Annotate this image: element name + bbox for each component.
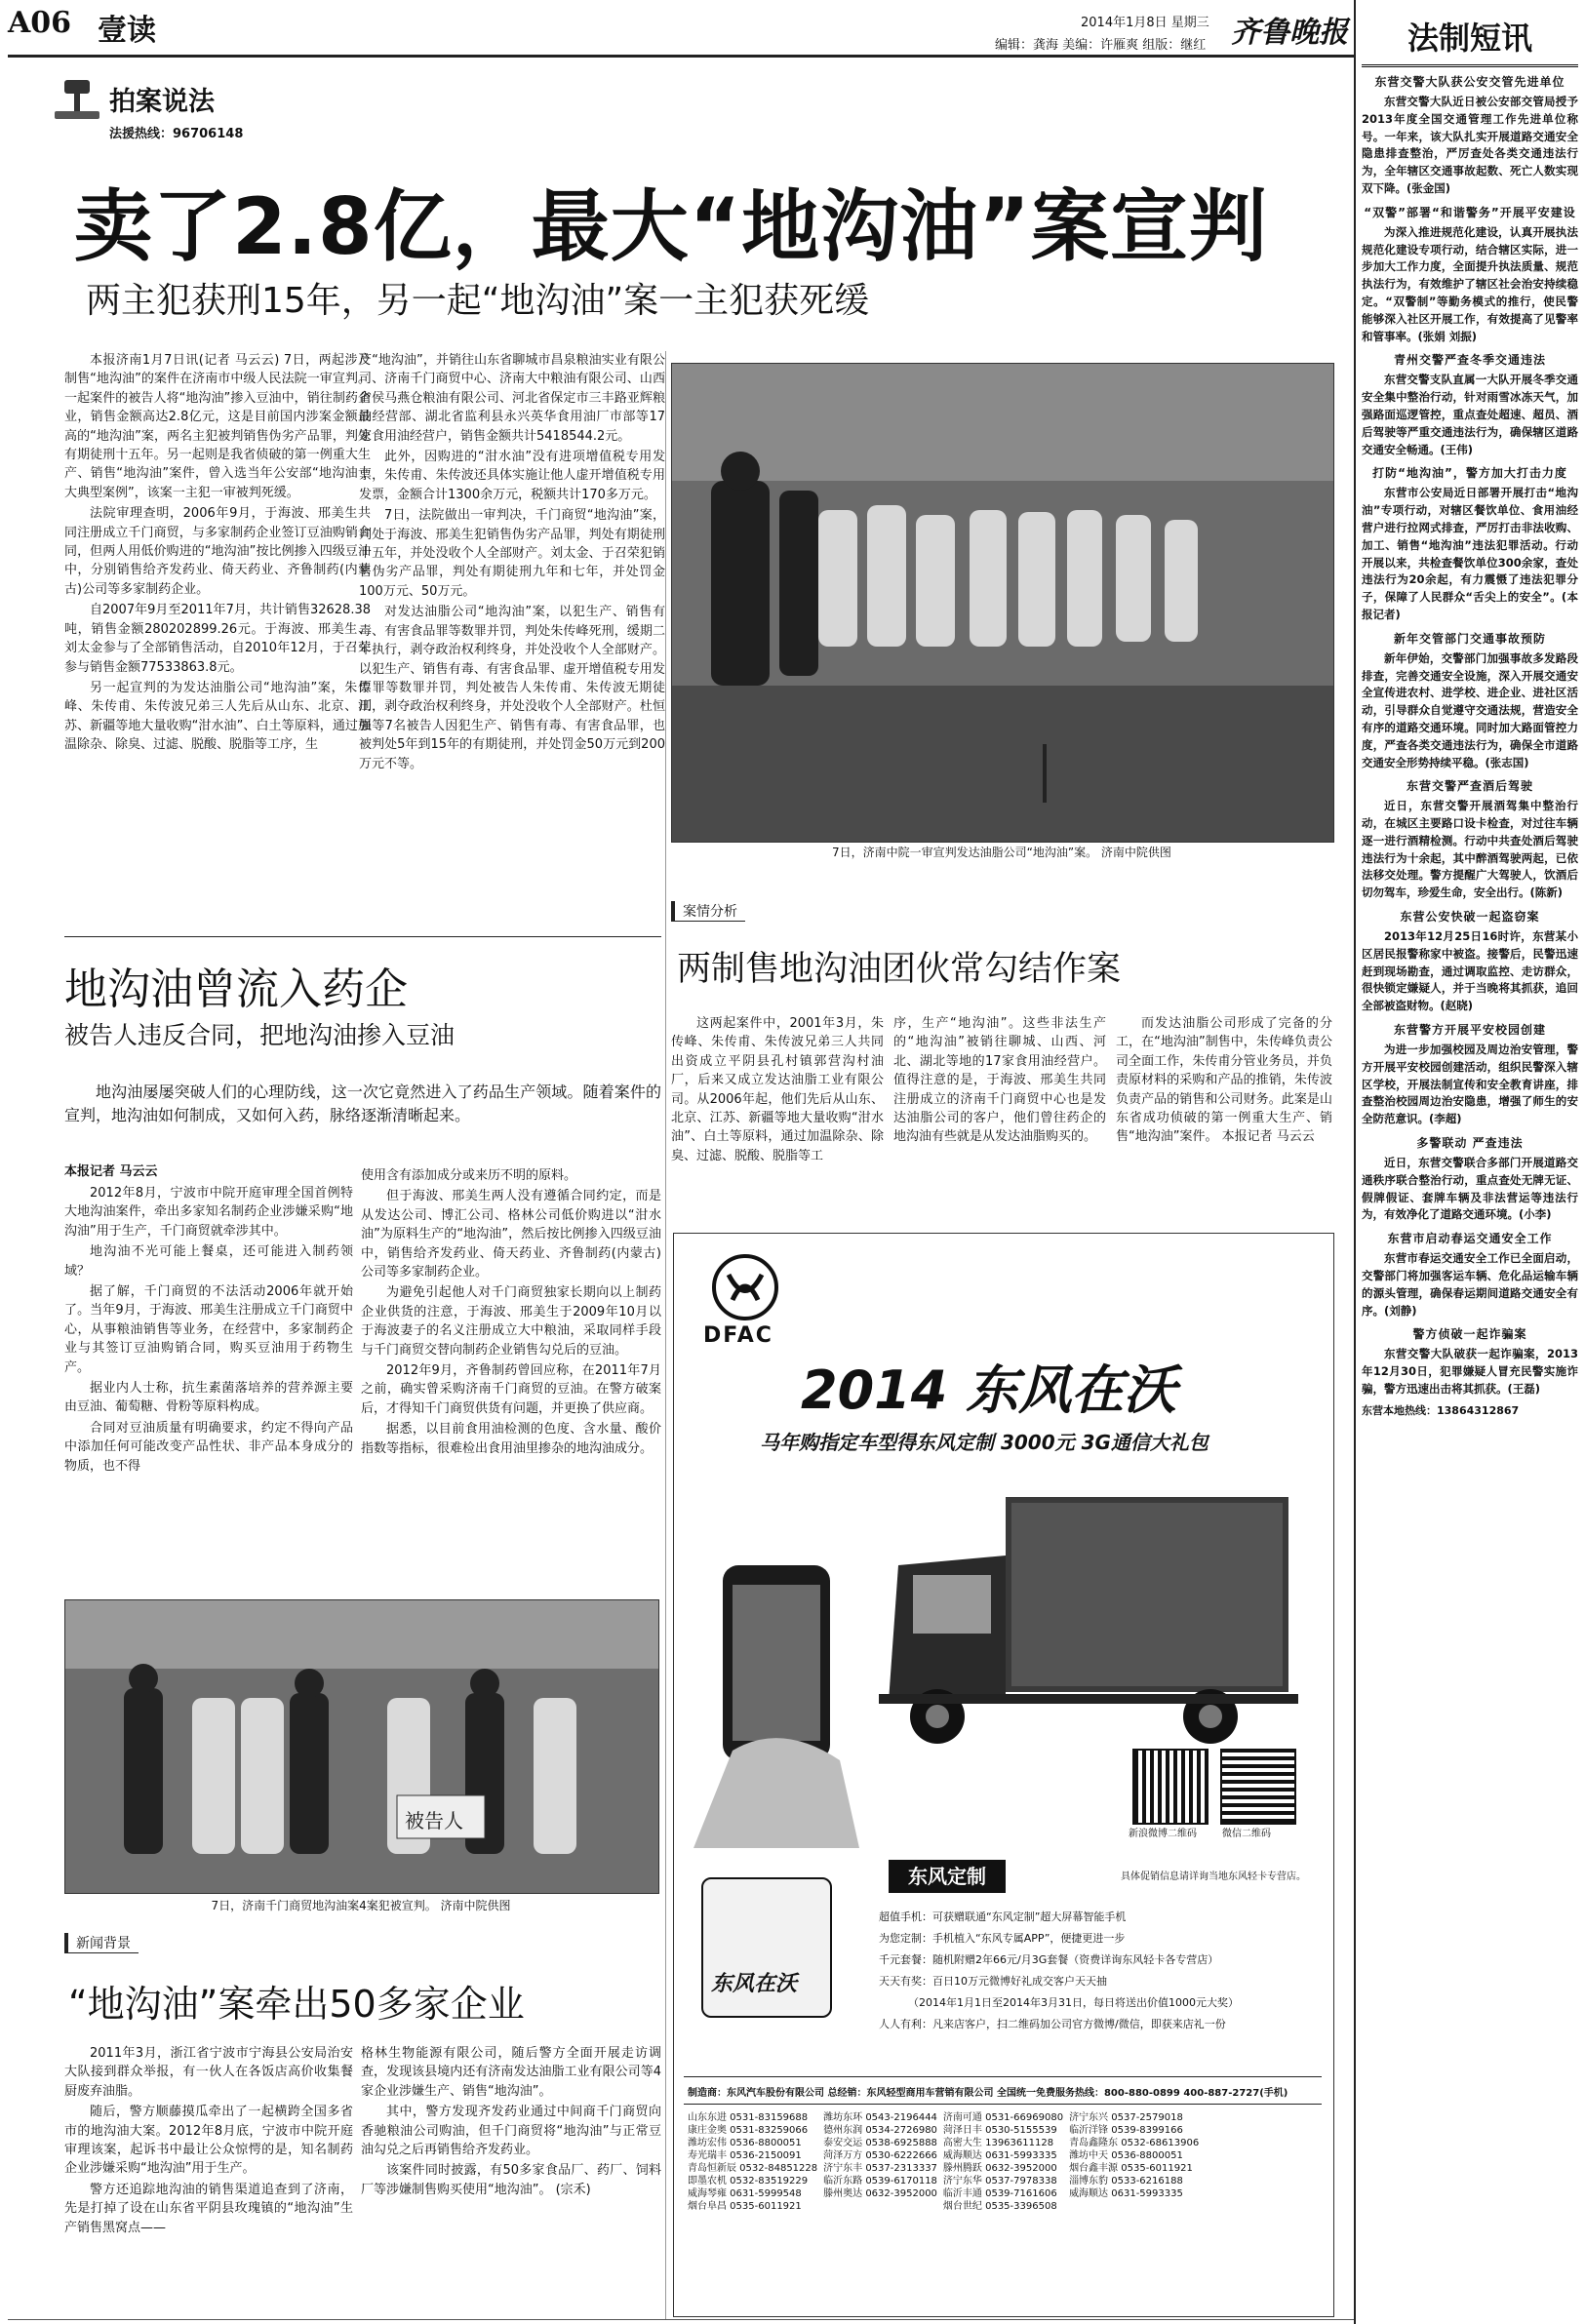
dealer-directory	[688, 2111, 1322, 2213]
sidebar	[1362, 14, 1578, 2315]
story2-headline: 地沟油曾流入药企	[64, 965, 408, 1014]
court-photo-main	[671, 363, 1334, 843]
analysis-col1	[671, 1014, 884, 1209]
phone-in-hand-illustration	[693, 1556, 859, 1848]
dealer-cell: 菏泽万方 0530-6222666	[823, 2150, 937, 2161]
ad-note: 具体促销信息请详询当地东风轻卡专营店。	[1121, 1871, 1306, 1882]
brief-title: “双警”部署“和谐警务”开展平安建设	[1364, 205, 1576, 219]
lead-paragraph: 地沟油屡屡突破人们的心理防线，这一次它竟然进入了药品生产领域。随着案件的宣判，地沟油如何制成，又如何入药，脉络逐渐清晰起来。	[64, 1083, 661, 1124]
ad-offer-line: 为您定制：手机植入“东风专属APP”，便捷更进一步	[879, 1932, 1126, 1945]
dealer-cell: 滕州奥达 0632-3952000	[823, 2188, 937, 2199]
paragraph: 序，生产“地沟油”。这些非法生产的“地沟油”被销往聊城、山西、河北、湖北等地的17家食用油经营户。值得注意的是，于海波、邢美生共同注册成立的济南千门商贸中心也是发达油脂公司的客户，他们曾往药企的地沟油有些就是从发达油脂购买的。	[893, 1016, 1106, 1145]
analysis-tag-label: 案情分析	[671, 901, 745, 922]
story2-col1	[64, 1184, 353, 1580]
story2-col2	[361, 1166, 661, 1580]
hotline: 法援热线：96706148	[109, 127, 244, 141]
story3-headline: “地沟油”案牵出50多家企业	[68, 1983, 525, 2026]
brief-title: 青州交警严查冬季交通违法	[1393, 353, 1546, 368]
column-rule	[665, 351, 666, 2319]
dealer-cell: 滕州腾跃 0632-3952000	[942, 2163, 1057, 2174]
dealer-cell: 烟台世纪 0535-3396508	[942, 2201, 1057, 2212]
ad-offer-line: （2014年1月1日至2014年3月31日，每日将送出价值1000元大奖）	[908, 1996, 1239, 2009]
dealer-cell: 济南可通 0531-66969080	[942, 2112, 1064, 2123]
ad-offer-line: 超值手机：可获赠联通“东风定制”超大屏幕智能手机	[879, 1910, 1127, 1923]
ad-badge: 东风定制	[889, 1860, 1006, 1893]
paragraph: 合同对豆油质量有明确要求，约定不得向产品中添加任何可能改变产品性状、非产品本身成分的物质，也不得	[64, 1420, 353, 1474]
story3-col2	[361, 2044, 661, 2323]
analysis-col3	[1116, 1014, 1332, 1209]
sidebar-title: 法制短讯	[1362, 14, 1578, 67]
paragraph: 这两起案件中，2001年3月，朱传峰、朱传甫、朱传波兄弟三人共同出资成立平阴县孔村镇郭营沟村油厂，后来又成立发达油脂工业有限公司。从2006年起，他们先后从山东、北京、江苏、新疆等地大量收购“泔水油”、白土等原料，通过加温除杂、除臭、过滤、脱酸、脱脂等工	[671, 1016, 884, 1163]
defendant-sign: 被告人	[405, 1809, 463, 1832]
dfac-brand: DFAC	[703, 1323, 773, 1348]
header-rule	[8, 55, 1354, 58]
ad-tagline: 马年购指定车型得东风定制 3000元 3G通信大礼包	[760, 1431, 1209, 1454]
sidebar-border	[1354, 0, 1356, 2324]
paragraph: 使用含有添加成分或来历不明的原料。	[361, 1168, 577, 1183]
dealer-cell: 德州东润 0534-2726980	[823, 2125, 937, 2136]
dealer-cell: 泰安交运 0538-6925888	[823, 2138, 937, 2148]
brief-text: 东营交警大队近日被公安部交管局授予2013年度全国交通管理工作先进单位称号。一年来，该大队扎实开展道路交通安全隐患排查整治，严厉查处各类交通违法行为，全年辖区交通事故起数、死亡人数实现双下降。(张金国)	[1362, 95, 1578, 195]
dfac-logo-icon	[711, 1253, 779, 1321]
paragraph: 2011年3月，浙江省宁波市宁海县公安局治安大队接到群众举报，有一伙人在各饭店高价收集餐厨废弃油脂。	[64, 2046, 353, 2099]
brief-text: 为进一步加强校园及周边治安管理，警方开展平安校园创建活动，组织民警深入辖区学校，开展法制宣传和安全教育讲座，排查整治校园周边治安隐患，增强了师生的安全防范意识。(李超)	[1362, 1043, 1578, 1126]
dealer-row	[688, 2200, 1205, 2213]
main-subhead: 两主犯获刑15年，另一起“地沟油”案一主犯获死缓	[86, 281, 870, 321]
main-photo-caption: 7日，济南中院一审宣判发达油脂公司“地沟油”案。 济南中院供图	[832, 846, 1171, 859]
brief-title: 东营交警大队获公安交管先进单位	[1374, 75, 1565, 89]
brief-list	[1362, 73, 1578, 1398]
dealer-cell: 威海顺达 0631-5993335	[942, 2150, 1057, 2161]
bottom-rule	[8, 2319, 1354, 2320]
dealer-cell: 潍坊东环 0543-2196444	[823, 2112, 937, 2123]
editor-line: 编辑：龚海 美编：许雁爽 组版：继红	[995, 38, 1207, 53]
dealer-cell: 临沂丰通 0539-7161606	[942, 2188, 1057, 2199]
date-line: 2014年1月8日 星期三	[1081, 16, 1209, 30]
dealer-cell	[1069, 2200, 1205, 2213]
dealer-cell: 康庄金奥 0531-83259066	[688, 2125, 809, 2136]
main-story-col2	[359, 351, 665, 919]
dealer-cell: 青岛恒新辰 0532-84851228	[688, 2163, 818, 2174]
story3-tag-label: 新闻背景	[64, 1933, 139, 1953]
dealer-row	[688, 2124, 1205, 2137]
qr-label-weibo: 新浪微博二维码	[1129, 1829, 1197, 1839]
main-story-col1	[64, 351, 371, 919]
dealer-cell	[823, 2200, 943, 2213]
dealer-cell: 淄博东豹 0533-6216188	[1069, 2176, 1183, 2186]
brief-text: 近日，东营交警开展酒驾集中整治行动，在城区主要路口设卡检查，对过往车辆逐一进行酒精检测。行动中共查处酒后驾驶违法行为十余起，其中醉酒驾驶两起，已依法移交处理。警方提醒广大驾驶人，饮酒后切勿驾车，珍爱生命，安全出行。(陈新)	[1362, 799, 1578, 900]
paragraph: 据悉，以目前食用油检测的色度、含水量、酸价指数等指标，很难检出食用油里掺杂的地沟油成分。	[361, 1422, 661, 1456]
ad-maker-line: 制造商：东风汽车股份有限公司 总经销：东风轻型商用车营销有限公司 全国统一免费服务热线：800-880-0899 400-887-2727(手机)	[688, 2088, 1288, 2099]
qr-label-wechat: 微信二维码	[1222, 1829, 1271, 1839]
paragraph: 自2007年9月至2011年7月，共计销售32628.38吨，销售金额280202899.26元。于海波、邢美生、刘太金参与了全部销售活动，自2010年12月，于召荣参与销售金额77533863.8元。	[64, 603, 371, 675]
dealer-cell: 潍坊宏伟 0536-8800051	[688, 2138, 802, 2148]
dealer-cell: 济宁东兴 0537-2579018	[1069, 2112, 1183, 2123]
masthead-logo: 齐鲁晚报	[1231, 16, 1348, 50]
dealer-cell: 潍坊中天 0536-8800051	[1069, 2150, 1183, 2161]
sidebar-footer: 东营本地热线：13864312867	[1362, 1403, 1520, 1417]
paragraph: 随后，警方顺藤摸瓜牵出了一起横跨全国多省市的地沟油大案。2012年8月底，宁波市中院开庭审理该案，起诉书中最让公众惊愕的是，知名制药企业涉嫌采购“地沟油”用于生产。	[64, 2105, 353, 2177]
paragraph: 据业内人士称，抗生素菌落培养的营养源主要由豆油、葡萄糖、骨粉等原料构成。	[64, 1381, 353, 1415]
brief-text: 东营市公安局近日部署开展打击“地沟油”专项行动，对辖区餐饮单位、食用油经营户进行拉网式排查，严厉打击非法收购、加工、销售“地沟油”违法犯罪活动。行动开展以来，共检查餐饮单位300余家，查处违法行为20余起，有力震慑了违法犯罪分子，保障了人民群众“舌尖上的安全”。(本报记者)	[1362, 486, 1578, 621]
dealer-cell: 济宁东丰 0537-2313337	[823, 2163, 937, 2174]
dealer-row	[688, 2149, 1205, 2162]
gavel-icon	[47, 76, 105, 121]
paragraph: 其中，警方发现齐发药业通过中间商千门商贸向香驰粮油公司购油，但千门商贸将“地沟油”与正常豆油勾兑之后再销售给齐发药业。	[361, 2105, 661, 2158]
column-logo: 拍案说法	[109, 87, 215, 117]
truck-illustration	[840, 1468, 1327, 1790]
dealer-row	[688, 2187, 1205, 2200]
court-photo-defendants	[64, 1599, 659, 1894]
brief-title: 打防“地沟油”，警方加大打击力度	[1372, 466, 1567, 481]
dealer-cell: 山东东进 0531-83159688	[688, 2112, 809, 2123]
dealer-table	[688, 2111, 1205, 2213]
story2-byline: 本报记者 马云云	[64, 1164, 158, 1179]
story2-lead	[64, 1081, 661, 1139]
dealer-cell: 菏泽日丰 0530-5155539	[942, 2125, 1057, 2136]
paragraph: 7日，法院做出一审判决，千门商贸“地沟油”案，判处于海波、邢美生犯销售伪劣产品罪，判处有期徒刑十五年，并处没收个人全部财产。刘太金、于召荣犯销售伪劣产品罪，判处有期徒刑九年和七年，并处罚金100万元、50万元。	[359, 508, 665, 599]
analysis-title: 两制售地沟油团伙常勾结作案	[677, 950, 1122, 989]
paragraph: 该案件同时披露，有50多家食品厂、药厂、饲料厂等涉嫌制售购买使用“地沟油”。 (宗禾)	[361, 2163, 661, 2197]
ad-offers	[879, 1907, 1318, 2035]
paragraph: 产“地沟油”，并销往山东省聊城市昌泉粮油实业有限公司、济南千门商贸中心、济南大中粮油有限公司、山西省侯马燕仓粮油有限公司、河北省保定市三丰路亚辉粮油经营部、湖北省监利县永兴英华食用油厂市部等17家食用油经营户，销售金额共计5418544.2元。	[359, 353, 665, 444]
brief-title: 东营市启动春运交通安全工作	[1387, 1232, 1553, 1246]
brief-text: 东营交警大队破获一起诈骗案，2013年12月30日，犯罪嫌疑人冒充民警实施诈骗，警方迅速出击将其抓获。(王磊)	[1362, 1347, 1578, 1397]
dealer-cell: 济宁东华 0537-7978338	[942, 2176, 1057, 2186]
dealer-cell: 寿光瑞丰 0536-2150091	[688, 2150, 802, 2161]
paragraph: 对发达油脂公司“地沟油”案，以犯生产、销售有毒、有害食品罪等数罪并罚，判处朱传峰死刑，缓期二年执行，剥夺政治权利终身，并处没收个人全部财产。以犯生产、销售有毒、有害食品罪、虚开增值税专用发票罪等数罪并罚，判处被告人朱传甫、朱传波无期徒刑，剥夺政治权利终身，并处没收个人全部财产。杜恒强等7名被告人因犯生产、销售有毒、有害食品罪，也被判处5年到15年的有期徒刑，并处罚金50万元到200万元不等。	[359, 605, 665, 771]
dealer-cell: 威海顺达 0631-5993335	[1069, 2188, 1183, 2199]
dealer-row	[688, 2175, 1205, 2187]
ad-offer-line: 人人有利：凡来店客户，扫二维码加公司官方微博/微信，即获来店礼一份	[879, 2018, 1226, 2030]
brief-text: 新年伊始，交警部门加强事故多发路段排查，完善交通安全设施，深入开展交通安全宣传进农村、进学校、进企业、进社区活动，引导群众自觉遵守交通法规，营造安全有序的道路交通环境。同时加大路面管控力度，严查各类交通违法行为，确保全市道路交通安全形势持续平稳。(张志国)	[1362, 650, 1578, 769]
weibo-qr-icon	[1132, 1749, 1209, 1825]
story2-subhead: 被告人违反合同，把地沟油掺入豆油	[64, 1021, 456, 1049]
paragraph: 而发达油脂公司形成了完备的分工，在“地沟油”制售中，朱传峰负责公司全面工作，朱传甫分管业务员，并负责原材料的采购和产品的推销，朱传波负责产品的销售和公司财务。此案是山东省成功侦破的第一例重大生产、销售“地沟油”案件。 本报记者 马云云	[1116, 1016, 1332, 1145]
dealer-cell: 烟台鑫丰源 0535-6011921	[1069, 2163, 1193, 2174]
dealer-cell: 青岛鑫隆东 0532-68613906	[1069, 2138, 1200, 2148]
story3-col1	[64, 2044, 353, 2323]
story3-tag	[64, 1933, 139, 1953]
ad-headline: 2014 东风在沃	[801, 1359, 1177, 1421]
page-number: A06	[8, 6, 72, 40]
analysis-tag	[671, 901, 745, 922]
section-divider	[64, 936, 661, 937]
analysis-col2	[893, 1014, 1106, 1209]
dealer-row	[688, 2162, 1205, 2175]
paragraph: 此外，因购进的“泔水油”没有进项增值税专用发票，朱传甫、朱传波还具体实施让他人虚开增值税专用发票，金额合计1300余万元，税额共计170多万元。	[359, 450, 665, 502]
dealer-cell: 即墨农机 0532-83519229	[688, 2176, 809, 2186]
brief-text: 为深入推进规范化建设，认真开展执法规范化建设专项行动，结合辖区实际，进一步加大工作力度，全面提升执法质量、规范执法行为，有效维护了辖区社会治安持续稳定。“双警制”等勤务模式的推行，使民警能够深入社区开展工作，有效提高了见警率和管事率。(张娟 刘振)	[1362, 224, 1578, 343]
dealer-cell: 烟台阜昌 0535-6011921	[688, 2201, 802, 2212]
brief-title: 东营交警严查酒后驾驶	[1406, 779, 1533, 794]
paragraph: 格林生物能源有限公司，随后警方全面开展走访调查，发现该县境内还有济南发达油脂工业有限公司等4家企业涉嫌生产、销售“地沟油”。	[361, 2046, 661, 2099]
paragraph: 法院审理查明，2006年9月，于海波、邢美生共同注册成立千门商贸，与多家制药企业签订豆油购销合同，但两人用低价购进的“地沟油”按比例掺入四级豆油中，分别销售给齐发药业、倚天药业、齐鲁制药(内蒙古)公司等多家制药企业。	[64, 506, 371, 597]
dealer-row	[688, 2137, 1205, 2149]
section-name: 壹读	[98, 14, 156, 48]
brief-title: 新年交管部门交通事故预防	[1393, 631, 1546, 646]
brief-title: 东营公安快破一起盗窃案	[1400, 910, 1540, 925]
brief-text: 东营市春运交通安全工作已全面启动，交警部门将加强客运车辆、危化品运输车辆的源头管理，确保春运期间道路交通安全有序。(刘静)	[1362, 1251, 1578, 1318]
paragraph: 2012年8月，宁波市中院开庭审理全国首例特大地沟油案件，牵出多家知名制药企业涉嫌采购“地沟油”用于生产，千门商贸就牵涉其中。	[64, 1186, 353, 1239]
brief-text: 2013年12月25日16时许，东营某小区居民报警称家中被盗。接警后，民警迅速赶到现场勘查，通过调取监控、走访群众，很快锁定嫌疑人，并于当晚将其抓获，追回全部被盗财物。(赵晓)	[1362, 929, 1578, 1013]
dealer-cell: 临沂东路 0539-6170118	[823, 2176, 937, 2186]
dealer-row	[688, 2111, 1205, 2124]
paragraph: 据了解，千门商贸的不法活动2006年就开始了。当年9月，于海波、邢美生注册成立千门商贸中心，从事粮油销售等业务，在经营中，多家制药企业与其签订豆油购销合同，购买豆油用于药物生产。	[64, 1284, 353, 1375]
brief-title: 东营警方开展平安校园创建	[1393, 1023, 1546, 1038]
paragraph: 警方还追踪地沟油的销售渠道追查到了济南，先是打掉了设在山东省平阴县玫瑰镇的“地沟油”生产销售黑窝点——	[64, 2182, 353, 2235]
brief-title: 警方侦破一起诈骗案	[1412, 1327, 1527, 1342]
paragraph: 为避免引起他人对千门商贸独家长期向以上制药企业供货的注意，于海波、邢美生于2009年10月以于海波妻子的名义注册成立大中粮油，采取同样手段与千门商贸交替向制药企业销售勾兑后的豆油。	[361, 1285, 661, 1358]
ad-divider	[684, 2104, 1322, 2105]
brief-title: 多警联动 严查违法	[1416, 1136, 1524, 1151]
ad-offer-line: 天天有奖：百日10万元微博好礼成交客户天天抽	[879, 1975, 1107, 1988]
dealer-cell: 威海琴雍 0631-5999548	[688, 2188, 802, 2199]
dealer-cell: 临沂洋锋 0539-8399166	[1069, 2125, 1183, 2136]
paragraph: 地沟油不光可能上餐桌，还可能进入制药领域？	[64, 1244, 353, 1279]
brief-text: 近日，东营交警联合多部门开展道路交通秩序联合整治行动，重点查处无牌无证、假牌假证、套牌车辆及非法营运等违法行为，有效净化了道路交通环境。(小李)	[1362, 1156, 1578, 1222]
ad-offer-line: 千元套餐：随机附赠2年66元/月3G套餐（资费详询东风轻卡各专营店）	[879, 1953, 1219, 1966]
paragraph: 2012年9月，齐鲁制药曾回应称，在2011年7月之前，确实曾采购济南千门商贸的豆油。在警方破案后，才得知千门商贸供货有问题，并更换了供应商。	[361, 1363, 661, 1416]
dongfeng-zaiwo-logo	[701, 1877, 832, 2018]
paragraph: 但于海波、邢美生两人没有遵循合同约定，而是从发达公司、博汇公司、格林公司低价购进以“泔水油”为原料生产的“地沟油”，然后按比例掺入四级豆油中，销售给齐发药业、倚天药业、齐鲁制药(内蒙古)公司等多家制药企业。	[361, 1189, 661, 1280]
main-headline: 卖了2.8亿，最大“地沟油”案宣判	[74, 181, 1268, 272]
brief-text: 东营交警支队直属一大队开展冬季交通安全集中整治行动，针对雨雪冰冻天气，加强路面巡逻管控，重点查处超速、超员、酒后驾驶等严重交通违法行为，确保辖区道路交通安全畅通。(王伟)	[1362, 373, 1578, 456]
story2-photo-caption: 7日，济南千门商贸地沟油案4案犯被宣判。 济南中院供图	[211, 1899, 511, 1912]
paragraph: 另一起宣判的为发达油脂公司“地沟油”案，朱传峰、朱传甫、朱传波兄弟三人先后从山东、北京、江苏、新疆等地大量收购“泔水油”、白土等原料，通过加温除杂、除臭、过滤、脱酸、脱脂等工序，生	[64, 680, 371, 753]
advertisement	[673, 1233, 1334, 2317]
paragraph: 本报济南1月7日讯(记者 马云云) 7日，两起涉及制售“地沟油”的案件在济南市中级人民法院一审宣判。一起案件的被告人将“地沟油”掺入豆油中，销往制药企业，销售金额高达2.8亿元，这是目前国内涉案金额最高的“地沟油”案，两名主犯被判销售伪劣产品罪，判处有期徒刑十五年。另一起则是我省侦破的第一例重大生产、销售“地沟油”案件，曾入选当年公安部“地沟油十大典型案例”，该案一主犯一审被判死缓。	[64, 353, 371, 500]
dealer-cell: 高密大生 13963611128	[942, 2138, 1054, 2148]
ad-divider	[684, 2076, 1322, 2077]
dongfeng-logo-text: 东风在沃	[711, 1972, 798, 1996]
wechat-qr-icon	[1220, 1749, 1296, 1825]
